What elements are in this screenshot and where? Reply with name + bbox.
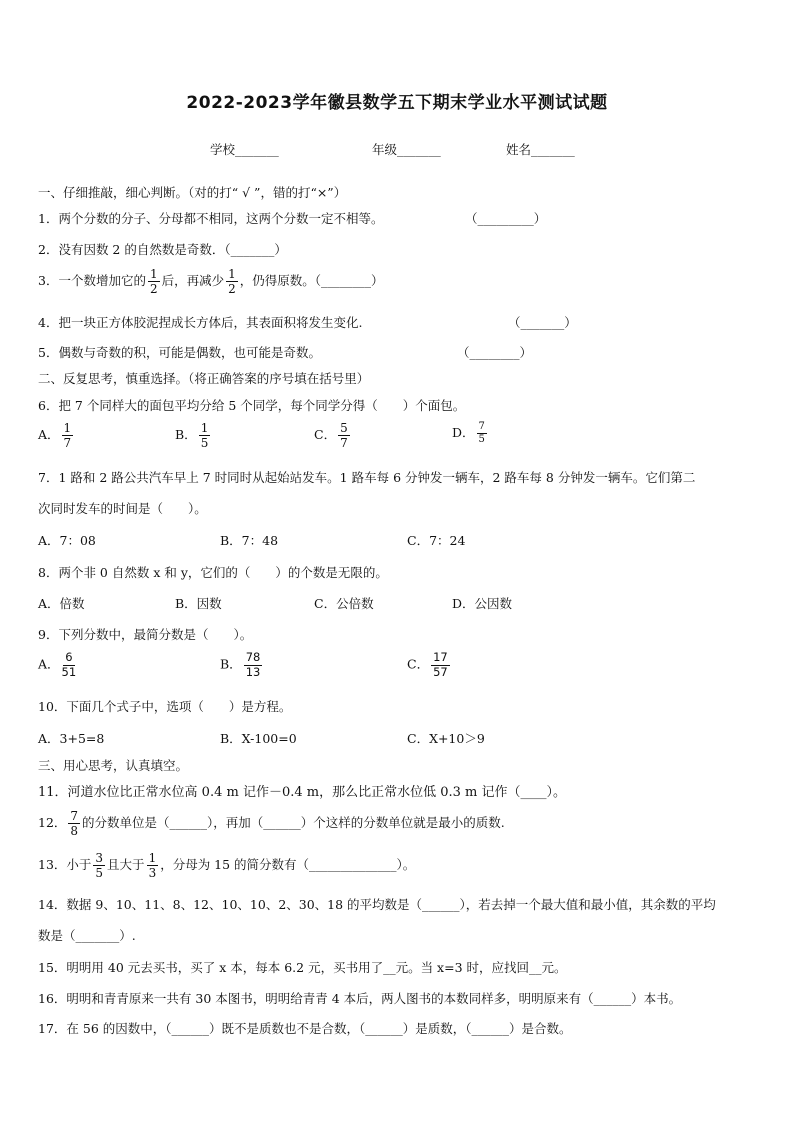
fraction-numerator: 17 [433,650,448,664]
question-15: 15．明明用 40 元去买书，买了 x 本，每本 6.2 元，买书用了__元。当 x=3 时，应找回__元。 [38,960,567,975]
option-label: A． [38,427,60,442]
question-6-option-b [175,422,212,449]
fraction-denominator: 3 [148,866,157,880]
fraction-numerator: 1 [63,421,72,435]
question-1-text: 1．两个分数的分子、分母都不相同，这两个分数一定不相等。 [38,211,384,226]
fraction-numerator: 1 [200,421,209,435]
fraction-denominator: 8 [70,824,79,838]
fraction-numerator: 7 [478,421,485,432]
fraction-denominator: 51 [61,664,77,679]
question-9-option-b [220,652,264,678]
option-label: B． [175,427,197,442]
question-12-number: 12． [38,815,67,830]
question-11-text: 11．河道水位比正常水位高 0.4 m 记作－0.4 m，那么比正常水位低 0.3 m 记作（ [38,785,521,800]
question-11 [38,781,566,800]
fraction-denominator: 5 [478,434,485,445]
question-4-text: 4．把一块正方体胶泥捏成长方体后，其表面积将发生变化. [38,315,363,330]
question-8-option-b: B．因数 [175,596,222,611]
question-13-text-b: 且大于 [107,857,145,872]
question-8-text: 8．两个非 0 自然数 x 和 y，它们的（ ）的个数是无限的。 [38,565,388,580]
fraction-denominator: 13 [245,664,261,679]
question-8-option-a: A．倍数 [38,596,85,611]
question-9-option-a [38,652,78,678]
fraction-numerator: 5 [340,421,348,435]
question-4-answer-blank: （_______） [508,315,577,330]
fraction-numerator: 3 [95,851,104,865]
question-6-option-d [452,422,489,445]
question-14-line-2: 数是（_______）. [38,928,136,943]
fraction-one-half [148,268,160,295]
option-label: C． [314,427,337,442]
option-label: B． [220,656,242,672]
question-13-text-a: 13．小于 [38,857,92,872]
fraction-denominator: 7 [63,436,72,450]
option-label: C． [407,656,430,672]
question-13-text-c: ，分母为 15 的简分数有（______________）。 [160,857,416,872]
fraction-denominator: 7 [340,436,348,450]
fraction-numerator: 7 [70,809,79,823]
question-3-text-b: 后，再减少 [161,273,225,288]
option-fraction [199,422,211,449]
question-16: 16．明明和青青原来一共有 30 本图书，明明给青青 4 本后，两人图书的本数同样多，明明原来有（______）本书。 [38,991,682,1006]
question-6-option-a [38,422,75,449]
fraction-numerator: 1 [228,267,236,281]
question-6-option-c [314,422,352,449]
section-3-heading: 三、用心思考，认真填空。 [38,758,189,773]
question-3-text-c: ，仍得原数。（________） [239,273,384,288]
question-9-text: 9．下列分数中，最简分数是（ ）。 [38,627,253,642]
question-14-line-1: 14．数据 9、10、11、8、12、10、10、2、30、18 的平均数是（______），若去掉一个最大值和最小值，其余数的平均 [38,897,716,912]
grade-field: 年级_______ [372,142,441,157]
question-10-text: 10．下面几个式子中，选项（ ）是方程。 [38,699,292,714]
fraction-numerator: 6 [65,650,73,664]
option-label: D． [452,425,475,440]
fraction-denominator: 2 [228,282,236,296]
question-1-answer-blank: （_________） [465,211,547,226]
question-7-option-c: C．7：24 [407,533,466,548]
fraction-denominator: 2 [149,282,158,296]
option-fraction [431,652,450,678]
school-field: 学校_______ [210,142,279,157]
fraction-numerator: 1 [149,267,158,281]
section-2-heading: 二、反复思考，慎重选择。（将正确答案的序号填在括号里） [38,371,370,386]
question-10-option-c: C．X+10＞9 [407,731,485,746]
fraction-numerator: 78 [245,650,261,664]
question-5-answer-blank: （________） [457,345,533,360]
question-5-text: 5．偶数与奇数的积，可能是偶数，也可能是奇数。 [38,345,321,360]
question-8-option-d: D．公因数 [452,596,513,611]
fraction-numerator: 1 [148,851,157,865]
fraction-denominator: 5 [95,866,104,880]
page-title: 2022-2023学年徽县数学五下期末学业水平测试试题 [186,93,608,113]
question-17: 17．在 56 的因数中，（______）既不是质数也不是合数，（______）是质数，（______）是合数。 [38,1021,572,1036]
question-2: 2．没有因数 2 的自然数是奇数．（_______） [38,242,287,257]
fraction-three-fifths [93,852,105,879]
question-12-text: 的分数单位是（______），再加（______）个这样的分数单位就是最小的质数. [82,815,505,830]
question-10-option-b: B．X-100=0 [220,731,297,746]
question-7-option-b: B．7：48 [220,533,279,548]
option-label: A． [38,656,60,672]
question-10-option-a: A．3+5=8 [38,731,105,746]
section-1-heading: 一、仔细推敲，细心判断。（对的打“ √ ”，错的打“×”） [38,185,347,200]
option-fraction [62,652,77,678]
name-field: 姓名_______ [506,142,575,157]
question-7-line-2: 次同时发车的时间是（ ）。 [38,501,207,516]
question-3 [38,268,384,295]
question-9-option-c [407,652,452,678]
fraction-seven-eighths [68,810,80,837]
fraction-denominator: 57 [433,664,448,679]
fraction-denominator: 5 [200,436,209,450]
option-fraction [338,422,350,449]
question-11-end: ）。 [546,785,566,800]
question-1 [38,209,383,227]
question-8-option-c: C．公倍数 [314,596,374,611]
question-7-option-a: A．7：08 [38,533,96,548]
question-3-text-a: 3．一个数增加它的 [38,273,146,288]
option-fraction [62,422,74,449]
question-7-line-1: 7．1 路和 2 路公共汽车早上 7 时同时从起始站发车。1 路车每 6 分钟发一辆车，2 路车每 8 分钟发一辆车。它们第二 [38,470,696,485]
question-12 [38,810,505,837]
question-11-blank: ____ [520,785,547,800]
option-fraction [477,422,487,445]
option-fraction [244,652,263,678]
fraction-one-third [147,852,159,879]
fraction-one-half [226,268,238,295]
question-6-text: 6．把 7 个同样大的面包平均分给 5 个同学，每个同学分得（ ）个面包。 [38,398,466,413]
question-13 [38,852,415,879]
